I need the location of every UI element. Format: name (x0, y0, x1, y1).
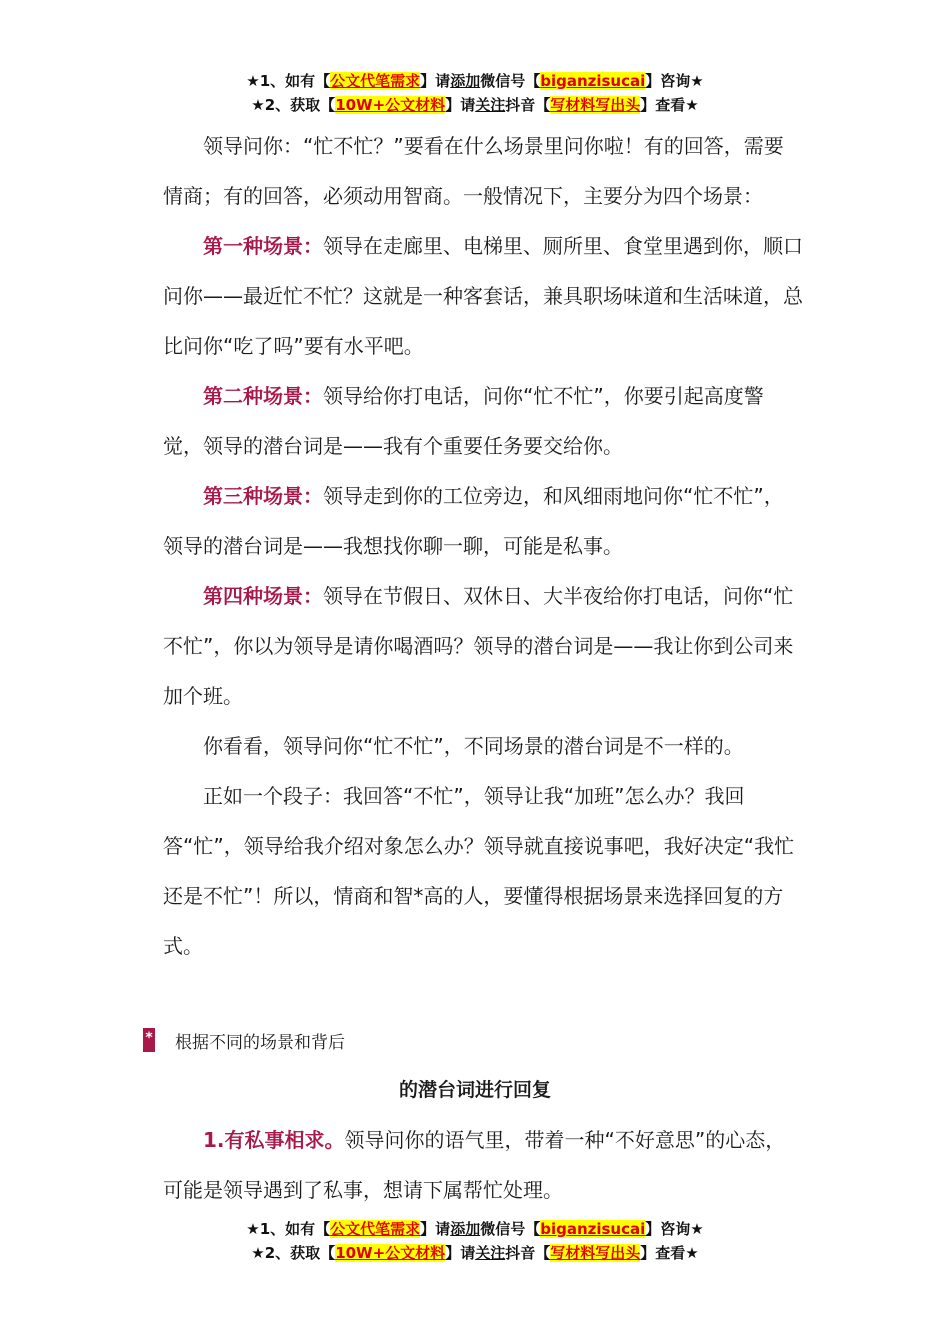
banner-underlined: 关注 (475, 96, 506, 114)
paragraph-text: 你看看，领导问你“忙不忙”，不同场景的潜台词是不一样的。 (203, 734, 744, 758)
point-label: 1.有私事相求。 (203, 1128, 345, 1152)
banner-text: 抖音【 (505, 96, 551, 114)
section-heading-row (143, 1027, 345, 1053)
banner-highlight: 10W+公文材料 (335, 96, 446, 114)
banner-suffix: 】咨询★ (645, 72, 704, 90)
banner-underlined: 添加 (450, 1220, 481, 1238)
banner-text: 】请 (445, 1244, 476, 1262)
banner-suffix: 】查看★ (640, 96, 699, 114)
point-1-block (163, 1115, 803, 1215)
scenario-label: 第二种场景： (203, 384, 323, 408)
scenario-paragraph (163, 571, 803, 721)
section-heading-line1: 根据不同的场景和背后 (175, 1032, 345, 1053)
scenario-label: 第四种场景： (203, 584, 323, 608)
body-paragraph (163, 771, 803, 971)
intro-paragraph (163, 121, 803, 221)
banner-douyin-id: 写材料写出头 (550, 96, 641, 114)
top-banner-line1 (0, 70, 950, 92)
scenario-paragraph (163, 221, 803, 371)
banner-highlight: 公文代笔需求 (330, 72, 421, 90)
article-body (163, 121, 803, 971)
banner-prefix: ★1、如有【 (246, 72, 331, 90)
banner-highlight: 10W+公文材料 (335, 1244, 446, 1262)
paragraph-text: 领导在节假日、双休日、大半夜给你打电话，问你“忙不忙”，你以为领导是请你喝酒吗？领导的潜台词是——我让你到公司来加个班。 (163, 584, 794, 708)
scenario-label: 第三种场景： (203, 484, 323, 508)
banner-suffix: 】查看★ (640, 1244, 699, 1262)
banner-text: 微信号【 (480, 1220, 541, 1238)
section-bullet-icon: * (143, 1028, 155, 1052)
scenario-paragraph (163, 371, 803, 471)
banner-wechat-id: biganzisucai (540, 1220, 646, 1238)
banner-text: 微信号【 (480, 72, 541, 90)
banner-prefix: ★2、获取【 (251, 1244, 336, 1262)
paragraph-text: 领导问你：“忙不忙？”要看在什么场景里问你啦！有的回答，需要情商；有的回答，必须动用智商。一般情况下，主要分为四个场景： (163, 134, 784, 208)
banner-douyin-id: 写材料写出头 (550, 1244, 641, 1262)
paragraph-text: 领导在走廊里、电梯里、厕所里、食堂里遇到你，顺口问你——最近忙不忙？这就是一种客套话，兼具职场味道和生活味道，总比问你“吃了吗”要有水平吧。 (163, 234, 803, 358)
point-paragraph (163, 1115, 803, 1215)
banner-suffix: 】咨询★ (645, 1220, 704, 1238)
banner-prefix: ★2、获取【 (251, 96, 336, 114)
banner-prefix: ★1、如有【 (246, 1220, 331, 1238)
banner-text: 】请 (445, 96, 476, 114)
paragraph-text: 领导问你的语气里，带着一种“不好意思”的心态，可能是领导遇到了私事，想请下属帮忙处理。 (163, 1128, 786, 1202)
paragraph-text: 领导给你打电话，问你“忙不忙”，你要引起高度警觉，领导的潜台词是——我有个重要任务要交给你。 (163, 384, 764, 458)
banner-highlight: 公文代笔需求 (330, 1220, 421, 1238)
banner-text: 】请 (420, 1220, 451, 1238)
banner-wechat-id: biganzisucai (540, 72, 646, 90)
bottom-banner-line1 (0, 1218, 950, 1240)
section-heading-line2: 的潜台词进行回复 (398, 1079, 551, 1101)
scenario-label: 第一种场景： (203, 234, 323, 258)
banner-underlined: 添加 (450, 72, 481, 90)
bottom-banner-line2 (0, 1242, 950, 1264)
banner-underlined: 关注 (475, 1244, 506, 1262)
top-banner-line2 (0, 94, 950, 116)
body-paragraph (163, 721, 803, 771)
banner-text: 抖音【 (505, 1244, 551, 1262)
banner-text: 】请 (420, 72, 451, 90)
paragraph-text: 正如一个段子：我回答“不忙”，领导让我“加班”怎么办？我回答“忙”，领导给我介绍对象怎么办？领导就直接说事吧，我好决定“我忙还是不忙”！所以，情商和智*高的人，要懂得根据场景来选择回复的方式。 (163, 784, 795, 958)
paragraph-text: 领导走到你的工位旁边，和风细雨地问你“忙不忙”，领导的潜台词是——我想找你聊一聊，可能是私事。 (163, 484, 784, 558)
scenario-paragraph (163, 471, 803, 571)
